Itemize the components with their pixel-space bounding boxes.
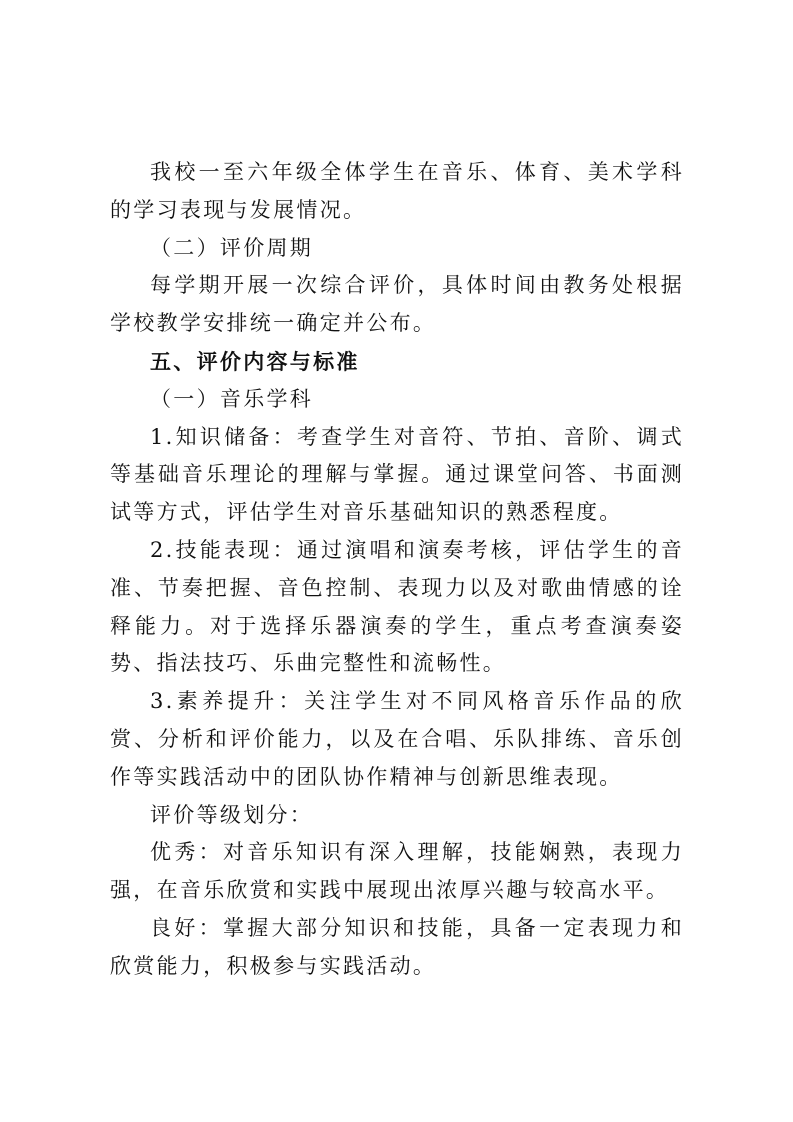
subheading-evaluation-period: （二）评价周期 — [150, 235, 314, 260]
paragraph-skill-performance: 2.技能表现：通过演唱和演奏考核，评估学生的音准、节奏把握、音色控制、表现力以及对歌曲情感的诠释能力。对于选择乐器演奏的学生，重点考查演奏姿势、指法技巧、乐曲完整性和流畅性。 — [110, 537, 684, 676]
paragraph-grade-good: 良好：掌握大部分知识和技能，具备一定表现力和欣赏能力，积极参与实践活动。 — [110, 915, 684, 978]
paragraph-knowledge-reserve: 1.知识储备：考查学生对音符、节拍、音阶、调式等基础音乐理论的理解与掌握。通过课堂问答、书面测试等方式，评估学生对音乐基础知识的熟悉程度。 — [110, 424, 684, 525]
subheading-music-subject: （一）音乐学科 — [150, 386, 314, 411]
paragraph-grade-excellent: 优秀：对音乐知识有深入理解，技能娴熟，表现力强，在音乐欣赏和实践中展现出浓厚兴趣与较高水平。 — [110, 840, 684, 903]
document-body — [110, 154, 684, 986]
section-heading-content-standards: 五、评价内容与标准 — [150, 348, 360, 374]
paragraph-grade-division-label: 评价等级划分： — [150, 802, 314, 827]
paragraph-scope-description: 我校一至六年级全体学生在音乐、体育、美术学科的学习表现与发展情况。 — [110, 160, 684, 222]
paragraph-literacy-improvement: 3.素养提升：关注学生对不同风格音乐作品的欣赏、分析和评价能力，以及在合唱、乐队排练、音乐创作等实践活动中的团队协作精神与创新思维表现。 — [110, 689, 684, 789]
paragraph-period-description: 每学期开展一次综合评价，具体时间由教务处根据学校教学安排统一确定并公布。 — [110, 273, 684, 336]
